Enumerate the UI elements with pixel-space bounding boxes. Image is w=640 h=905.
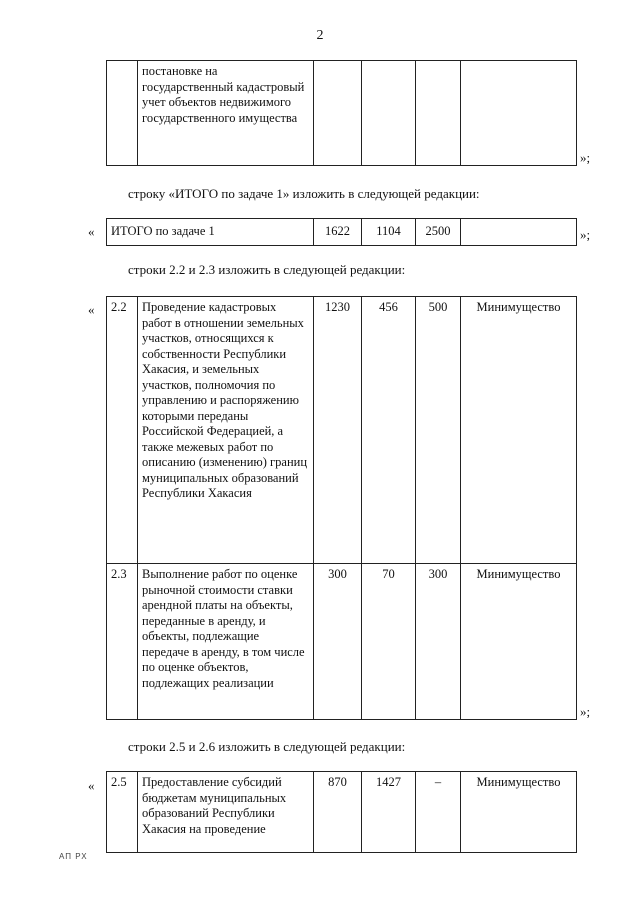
closing-quote: »; [580, 150, 591, 165]
footer-stamp: АП РХ [59, 852, 88, 861]
closing-quote: »; [580, 227, 591, 242]
opening-quote: « [88, 224, 95, 239]
table-row [107, 564, 577, 720]
cell-v3: 500 [416, 297, 461, 564]
table-continuation [106, 60, 577, 166]
closing-quote: »; [580, 704, 591, 719]
cell-label: ИТОГО по задаче 1 [107, 219, 314, 246]
cell-name: Проведение кадастровых работ в отношении земельных участков, относящихся к собственности Республики Хакасия, и земельных участков, полномочия по управлению и распоряжению которыми переданы Российской Федерацией, а также межевых работ по описанию (изменению) границ муниципальных образований Республики Хакасия [138, 297, 314, 564]
cell-name: Предоставление субсидий бюджетам муниципальных образований Республики Хакасия на проведение [138, 772, 314, 853]
table-row-2-5 [106, 771, 577, 853]
cell-v2: 1104 [362, 219, 416, 246]
paragraph: строки 2.2 и 2.3 изложить в следующей редакции: [128, 262, 406, 277]
cell-v2 [362, 61, 416, 166]
cell-v3: 300 [416, 564, 461, 720]
cell-exec [461, 61, 577, 166]
opening-quote: « [88, 302, 95, 317]
table-row [107, 61, 577, 166]
cell-exec: Минимущество [461, 772, 577, 853]
table-row [107, 219, 577, 246]
cell-no: 2.2 [107, 297, 138, 564]
cell-v1: 1230 [314, 297, 362, 564]
cell-v1 [314, 61, 362, 166]
page-number: 2 [316, 28, 324, 43]
cell-no: 2.5 [107, 772, 138, 853]
cell-v2: 70 [362, 564, 416, 720]
cell-name: постановке на государственный кадастровый учет объектов недвижимого государственного имущества [138, 61, 314, 166]
cell-v1: 300 [314, 564, 362, 720]
cell-exec [461, 219, 577, 246]
table-rows-2-2-2-3 [106, 296, 577, 720]
cell-name: Выполнение работ по оценке рыночной стоимости ставки арендной платы на объекты, переданные в аренду, и объекты, подлежащие передаче в аренду, в том числе по оценке объектов, подлежащих реализации [138, 564, 314, 720]
cell-v3: 2500 [416, 219, 461, 246]
cell-v2: 1427 [362, 772, 416, 853]
cell-v3: – [416, 772, 461, 853]
table-itogo [106, 218, 577, 246]
cell-exec: Минимущество [461, 564, 577, 720]
paragraph: строку «ИТОГО по задаче 1» изложить в следующей редакции: [128, 186, 480, 201]
cell-no [107, 61, 138, 166]
cell-v2: 456 [362, 297, 416, 564]
cell-v1: 1622 [314, 219, 362, 246]
cell-no: 2.3 [107, 564, 138, 720]
opening-quote: « [88, 778, 95, 793]
table-row [107, 297, 577, 564]
cell-exec: Минимущество [461, 297, 577, 564]
paragraph: строки 2.5 и 2.6 изложить в следующей редакции: [128, 739, 406, 754]
table-row [107, 772, 577, 853]
cell-v1: 870 [314, 772, 362, 853]
cell-v3 [416, 61, 461, 166]
